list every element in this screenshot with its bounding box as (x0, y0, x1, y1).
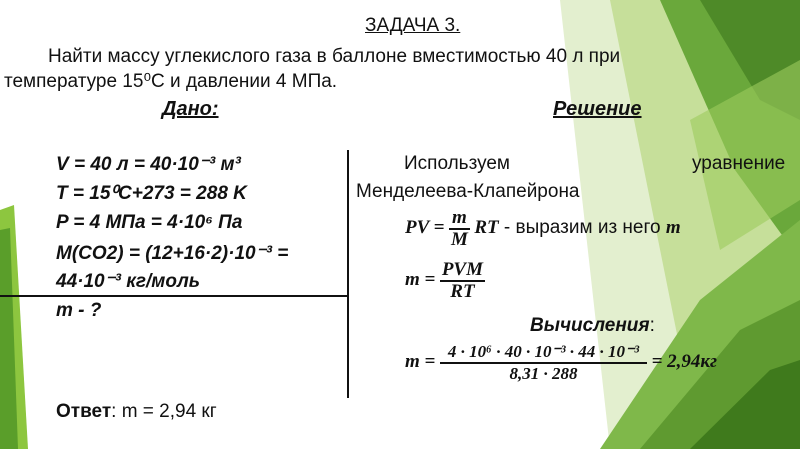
calculations-heading (530, 315, 655, 337)
eq3-numerator: 4 · 10⁶ · 40 · 10⁻³ · 44 · 10⁻³ (440, 342, 647, 364)
given-heading: Дано: (162, 98, 219, 120)
eq2-denominator: RT (450, 281, 475, 302)
solution-text-line2: Менделеева-Клапейрона (356, 181, 580, 202)
given-temperature: T = 15⁰C+273 = 288 K (56, 183, 247, 204)
eq3-denominator: 8,31 · 288 (509, 364, 578, 383)
task-statement-line1: Найти массу углекислого газа в баллоне вместимостью 40 л при (48, 46, 621, 67)
eq2-numerator: PVM (441, 259, 483, 280)
solution-text-word2: уравнение (692, 153, 786, 174)
eq1-right: RT (474, 217, 499, 239)
horizontal-divider (0, 295, 349, 297)
equation-mass-formula (405, 260, 485, 302)
eq1-variable: m (665, 217, 681, 239)
answer-text: : m = 2,94 кг (111, 401, 217, 422)
task-title: ЗАДАЧА 3. (365, 15, 461, 36)
eq3-fraction (440, 342, 647, 384)
eq1-numerator: m (449, 208, 470, 230)
calc-heading-text: Вычисления (530, 315, 650, 336)
eq1-left: PV = (405, 217, 445, 239)
eq1-denominator: M (450, 229, 468, 250)
vertical-divider (347, 150, 349, 398)
equation-calculation (405, 342, 717, 384)
given-unknown: m - ? (56, 300, 102, 321)
given-molar-mass-line2: 44·10⁻³ кг/моль (56, 271, 201, 292)
eq2-left: m = (405, 269, 436, 291)
solution-text-word1: Используем (404, 153, 510, 174)
task-statement-line2: температуре 15⁰С и давлении 4 МПа. (4, 71, 338, 92)
calc-heading-colon: : (649, 315, 655, 336)
eq1-fraction (449, 208, 470, 250)
eq3-result: = 2,94кг (651, 351, 718, 373)
solution-heading: Решение (553, 98, 642, 120)
eq2-fraction (440, 260, 485, 302)
given-pressure: P = 4 МПа = 4·10⁶ Па (56, 212, 243, 233)
eq3-left: m = (405, 351, 436, 373)
answer (56, 401, 217, 423)
given-molar-mass-line1: M(CO2) = (12+16·2)·10⁻³ = (56, 243, 289, 264)
eq1-note: - выразим из него (498, 217, 666, 239)
given-volume: V = 40 л = 40·10⁻³ м³ (56, 154, 241, 175)
equation-ideal-gas (405, 208, 681, 250)
answer-label: Ответ (56, 401, 112, 422)
